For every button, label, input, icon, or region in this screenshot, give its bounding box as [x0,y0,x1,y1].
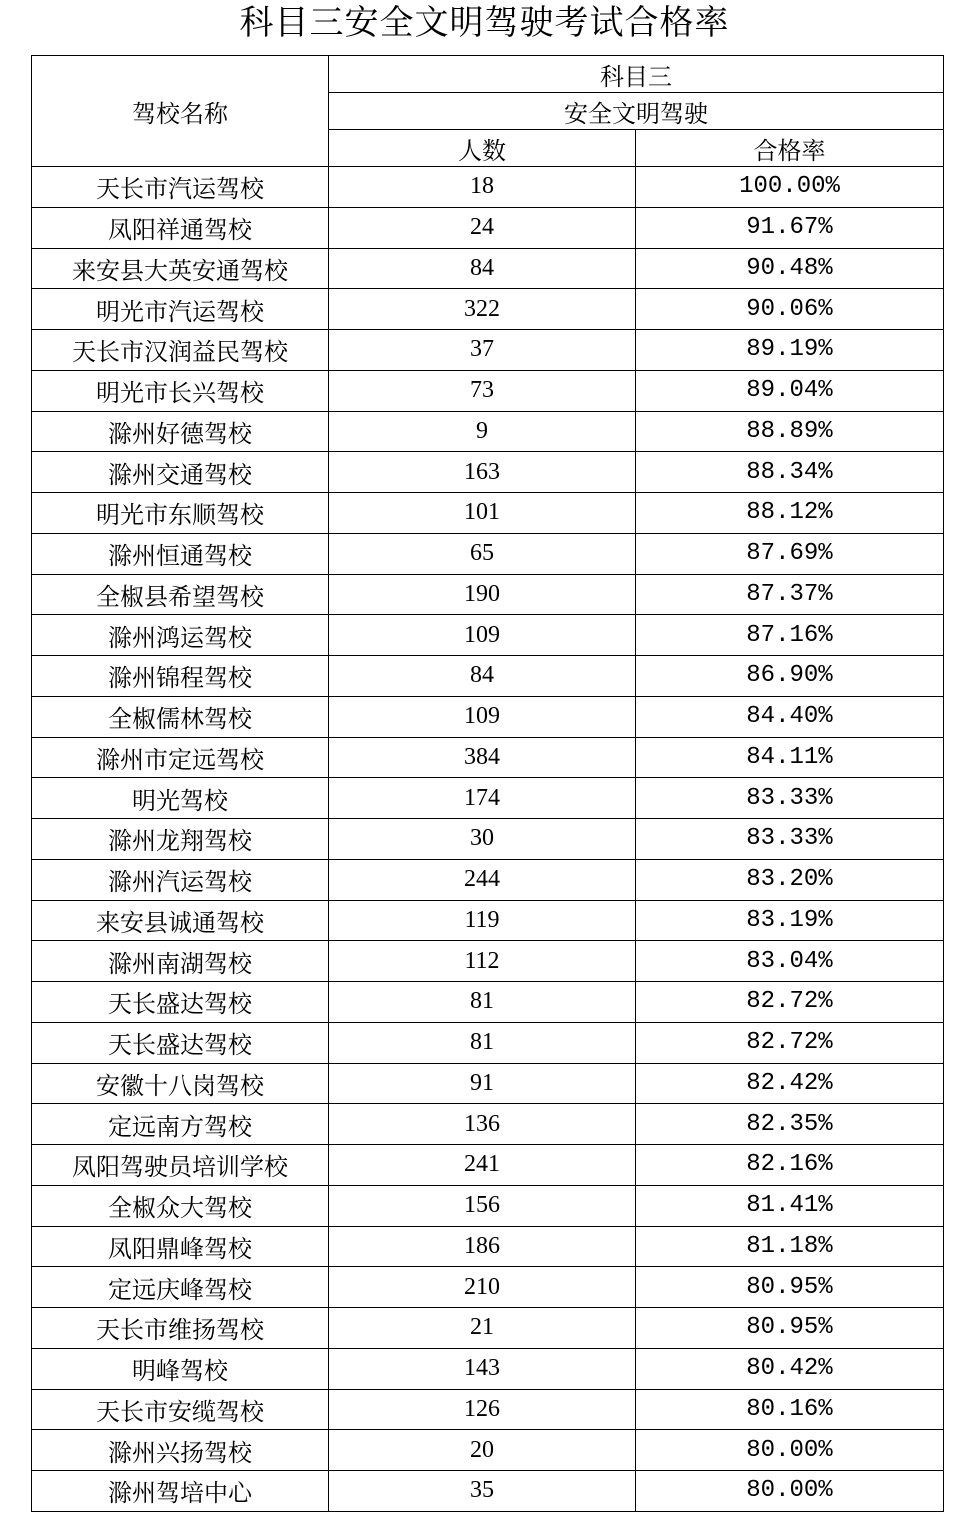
school-name-cell: 滁州兴扬驾校 [32,1430,329,1471]
count-cell: 156 [329,1185,636,1226]
pass-rate-cell: 81.41% [636,1185,944,1226]
pass-rate-cell: 100.00% [636,167,944,208]
table-row [32,1389,944,1430]
school-name-cell: 天长市安缆驾校 [32,1389,329,1430]
count-cell: 21 [329,1308,636,1349]
school-name-cell: 全椒儒林驾校 [32,696,329,737]
header-subject: 科目三 [329,56,944,93]
header-count: 人数 [329,130,636,167]
table-row [32,1022,944,1063]
count-cell: 186 [329,1226,636,1267]
table-row [32,533,944,574]
pass-rate-cell: 80.00% [636,1471,944,1512]
pass-rate-cell: 82.72% [636,982,944,1023]
table-row [32,737,944,778]
table-row [32,1308,944,1349]
table-row [32,1348,944,1389]
table-row [32,411,944,452]
pass-rate-cell: 89.19% [636,330,944,371]
table-row [32,982,944,1023]
school-name-cell: 滁州交通驾校 [32,452,329,493]
table-row [32,370,944,411]
page-title: 科目三安全文明驾驶考试合格率 [239,3,730,43]
count-cell: 241 [329,1145,636,1186]
pass-rate-cell: 82.16% [636,1145,944,1186]
count-cell: 24 [329,207,636,248]
pass-rate-cell: 88.12% [636,493,944,534]
school-name-cell: 全椒县希望驾校 [32,574,329,615]
count-cell: 101 [329,493,636,534]
table-row [32,1471,944,1512]
pass-rate-cell: 87.37% [636,574,944,615]
count-cell: 119 [329,900,636,941]
table-row [32,615,944,656]
school-name-cell: 明光驾校 [32,778,329,819]
count-cell: 65 [329,533,636,574]
pass-rate-cell: 87.69% [636,533,944,574]
pass-rate-cell: 88.34% [636,452,944,493]
table-row [32,452,944,493]
table-row [32,493,944,534]
pass-rate-cell: 90.06% [636,289,944,330]
pass-rate-table [31,55,944,1512]
table-row [32,656,944,697]
school-name-cell: 明光市东顺驾校 [32,493,329,534]
school-name-cell: 滁州龙翔驾校 [32,819,329,860]
pass-rate-cell: 86.90% [636,656,944,697]
table-body [32,167,944,1512]
table-row [32,1063,944,1104]
school-name-cell: 明光市汽运驾校 [32,289,329,330]
count-cell: 84 [329,656,636,697]
pass-rate-cell: 83.20% [636,859,944,900]
count-cell: 174 [329,778,636,819]
pass-rate-cell: 83.19% [636,900,944,941]
table-row [32,248,944,289]
pass-rate-cell: 91.67% [636,207,944,248]
table-row [32,330,944,371]
count-cell: 20 [329,1430,636,1471]
table-row [32,1267,944,1308]
school-name-cell: 天长盛达驾校 [32,1022,329,1063]
header-category: 安全文明驾驶 [329,93,944,130]
school-name-cell: 全椒众大驾校 [32,1185,329,1226]
count-cell: 109 [329,696,636,737]
count-cell: 210 [329,1267,636,1308]
pass-rate-cell: 80.00% [636,1430,944,1471]
pass-rate-cell: 80.95% [636,1308,944,1349]
pass-rate-cell: 83.33% [636,819,944,860]
pass-rate-cell: 84.11% [636,737,944,778]
header-pass-rate: 合格率 [636,130,944,167]
count-cell: 9 [329,411,636,452]
school-name-cell: 凤阳驾驶员培训学校 [32,1145,329,1186]
table-row [32,167,944,208]
table-row [32,1145,944,1186]
count-cell: 81 [329,1022,636,1063]
school-name-cell: 天长市维扬驾校 [32,1308,329,1349]
school-name-cell: 来安县诚通驾校 [32,900,329,941]
school-name-cell: 来安县大英安通驾校 [32,248,329,289]
count-cell: 109 [329,615,636,656]
school-name-cell: 滁州市定远驾校 [32,737,329,778]
school-name-cell: 定远南方驾校 [32,1104,329,1145]
pass-rate-cell: 84.40% [636,696,944,737]
count-cell: 35 [329,1471,636,1512]
table-row [32,574,944,615]
pass-rate-cell: 80.95% [636,1267,944,1308]
school-name-cell: 天长市汉润益民驾校 [32,330,329,371]
pass-rate-cell: 80.42% [636,1348,944,1389]
school-name-cell: 滁州恒通驾校 [32,533,329,574]
pass-rate-cell: 82.35% [636,1104,944,1145]
table-row [32,778,944,819]
table-row [32,819,944,860]
school-name-cell: 滁州南湖驾校 [32,941,329,982]
count-cell: 163 [329,452,636,493]
count-cell: 136 [329,1104,636,1145]
count-cell: 244 [329,859,636,900]
count-cell: 73 [329,370,636,411]
count-cell: 84 [329,248,636,289]
school-name-cell: 滁州汽运驾校 [32,859,329,900]
count-cell: 322 [329,289,636,330]
school-name-cell: 滁州好德驾校 [32,411,329,452]
pass-rate-cell: 82.42% [636,1063,944,1104]
table-row [32,1430,944,1471]
count-cell: 18 [329,167,636,208]
table-row [32,207,944,248]
table-row [32,1104,944,1145]
table-row [32,859,944,900]
pass-rate-cell: 83.04% [636,941,944,982]
count-cell: 126 [329,1389,636,1430]
table-row [32,1226,944,1267]
pass-rate-cell: 82.72% [636,1022,944,1063]
count-cell: 384 [329,737,636,778]
count-cell: 91 [329,1063,636,1104]
count-cell: 143 [329,1348,636,1389]
school-name-cell: 明峰驾校 [32,1348,329,1389]
pass-rate-cell: 80.16% [636,1389,944,1430]
count-cell: 112 [329,941,636,982]
school-name-cell: 凤阳祥通驾校 [32,207,329,248]
pass-rate-cell: 87.16% [636,615,944,656]
school-name-cell: 滁州驾培中心 [32,1471,329,1512]
pass-rate-cell: 89.04% [636,370,944,411]
count-cell: 30 [329,819,636,860]
school-name-cell: 天长盛达驾校 [32,982,329,1023]
pass-rate-cell: 90.48% [636,248,944,289]
school-name-cell: 安徽十八岗驾校 [32,1063,329,1104]
table-row [32,289,944,330]
school-name-cell: 凤阳鼎峰驾校 [32,1226,329,1267]
table-row [32,900,944,941]
pass-rate-cell: 88.89% [636,411,944,452]
pass-rate-cell: 83.33% [636,778,944,819]
header-school-name: 驾校名称 [32,56,329,167]
school-name-cell: 滁州鸿运驾校 [32,615,329,656]
count-cell: 37 [329,330,636,371]
school-name-cell: 天长市汽运驾校 [32,167,329,208]
table-row [32,696,944,737]
school-name-cell: 明光市长兴驾校 [32,370,329,411]
count-cell: 81 [329,982,636,1023]
pass-rate-cell: 81.18% [636,1226,944,1267]
school-name-cell: 滁州锦程驾校 [32,656,329,697]
count-cell: 190 [329,574,636,615]
school-name-cell: 定远庆峰驾校 [32,1267,329,1308]
table-row [32,941,944,982]
table-row [32,1185,944,1226]
